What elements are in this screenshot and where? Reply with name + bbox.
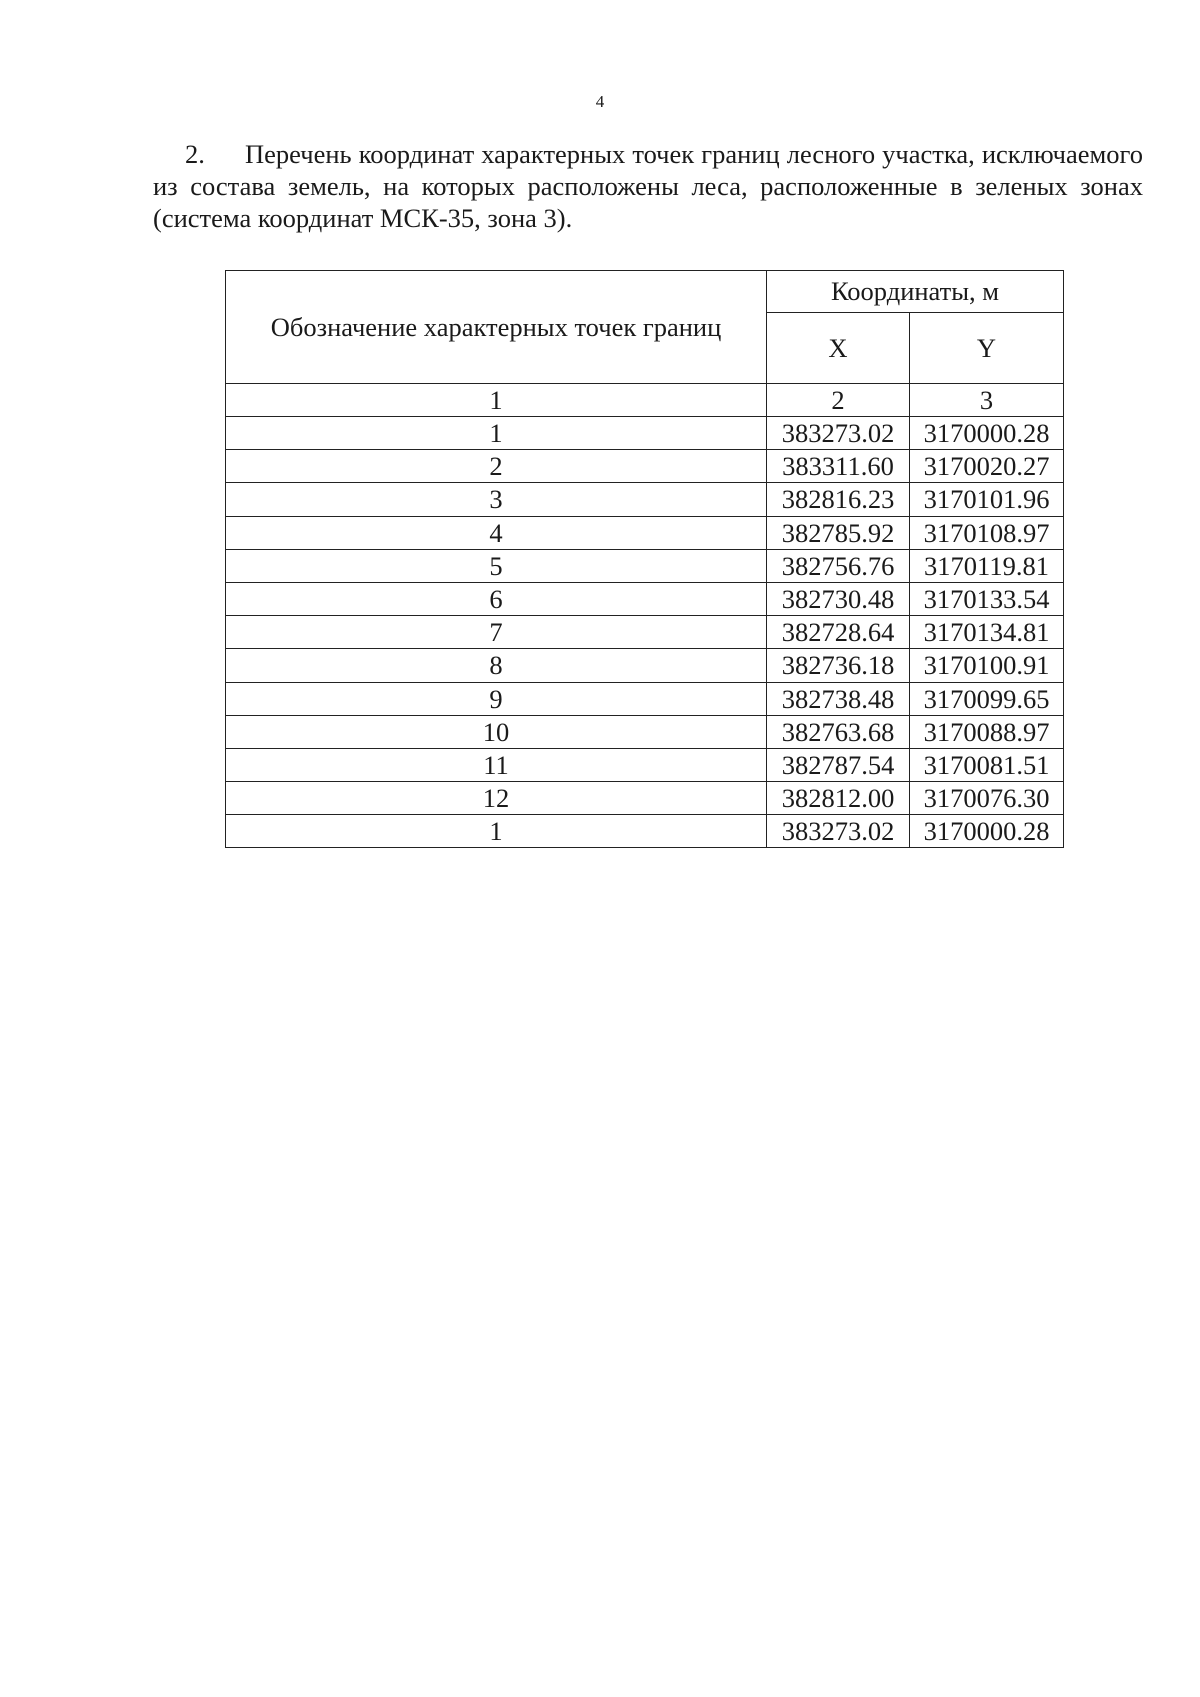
point-cell: 6 [226,582,767,615]
x-cell: 382812.00 [767,782,910,815]
y-cell: 3170108.97 [910,516,1064,549]
table-row [226,815,1064,848]
x-cell: 382763.68 [767,715,910,748]
x-cell: 383311.60 [767,450,910,483]
point-cell: 8 [226,649,767,682]
y-cell: 3170076.30 [910,782,1064,815]
y-cell: 3170134.81 [910,616,1064,649]
paragraph-text: Перечень координат характерных точек границ лесного участка, исключаемого из состава земель, на которых расположены леса, расположенные в зеленых зонах (система координат МСК-35, зона 3). [153,139,1143,233]
y-cell: 3170099.65 [910,682,1064,715]
x-cell: 382756.76 [767,549,910,582]
y-cell: 3170100.91 [910,649,1064,682]
x-cell: 382738.48 [767,682,910,715]
table-row [226,417,1064,450]
y-cell: 3170133.54 [910,582,1064,615]
point-cell: 4 [226,516,767,549]
section-paragraph [153,138,1143,234]
x-cell: 382728.64 [767,616,910,649]
column-number-row [226,384,1064,417]
x-cell: 382787.54 [767,748,910,781]
page-number: 4 [595,92,605,111]
table-row [226,748,1064,781]
y-cell: 3170119.81 [910,549,1064,582]
point-cell: 5 [226,549,767,582]
point-cell: 7 [226,616,767,649]
y-cell: 3170000.28 [910,417,1064,450]
table-row [226,649,1064,682]
header-points-label: Обозначение характерных точек границ [226,271,767,384]
point-cell: 1 [226,417,767,450]
table-row [226,483,1064,516]
y-cell: 3170000.28 [910,815,1064,848]
y-cell: 3170101.96 [910,483,1064,516]
header-y: Y [910,312,1064,383]
x-cell: 382730.48 [767,582,910,615]
x-cell: 382785.92 [767,516,910,549]
x-cell: 383273.02 [767,815,910,848]
paragraph-number: 2. [185,139,205,169]
point-cell: 10 [226,715,767,748]
table-row [226,582,1064,615]
x-cell: 382816.23 [767,483,910,516]
point-cell: 2 [226,450,767,483]
y-cell: 3170081.51 [910,748,1064,781]
table-row [226,682,1064,715]
column-number: 3 [910,384,1064,417]
point-cell: 1 [226,815,767,848]
table-row [226,516,1064,549]
table-row [226,616,1064,649]
x-cell: 382736.18 [767,649,910,682]
table-row [226,549,1064,582]
header-x: X [767,312,910,383]
column-number: 2 [767,384,910,417]
point-cell: 9 [226,682,767,715]
y-cell: 3170088.97 [910,715,1064,748]
table-row [226,715,1064,748]
y-cell: 3170020.27 [910,450,1064,483]
point-cell: 3 [226,483,767,516]
point-cell: 11 [226,748,767,781]
table-row [226,782,1064,815]
point-cell: 12 [226,782,767,815]
x-cell: 383273.02 [767,417,910,450]
header-coords-label: Координаты, м [767,271,1064,313]
table-row [226,450,1064,483]
column-number: 1 [226,384,767,417]
coordinates-table [225,270,1064,848]
